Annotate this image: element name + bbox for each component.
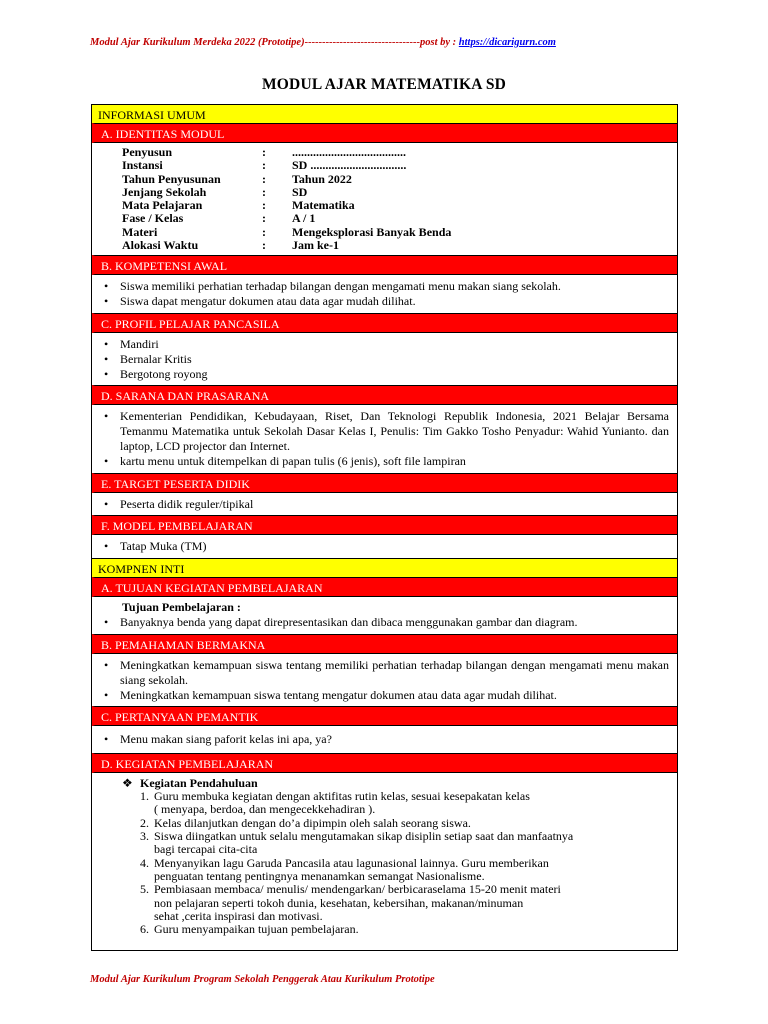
step-number: 1. [140,789,149,804]
kegiatan-step [140,857,669,884]
identitas-key: Jenjang Sekolah [122,184,207,199]
step-line: Siswa diingatkan untuk selalu mengutamakan sikap disiplin setiap saat dan manfaatnya [154,829,574,844]
identitas-table [122,146,451,252]
model-list [92,535,677,558]
identitas-row [122,146,451,159]
page-footer: Modul Ajar Kurikulum Program Sekolah Penggerak Atau Kurikulum Prototipe [90,974,435,985]
list-item: • Kementerian Pendidikan, Kebudayaan, Riset, Dan Teknologi Republik Indonesia, 2021 Belajar Bersama Temanmu Matematika untuk Sekolah Dasar Kelas I, Penulis: Tim Gakko Tosho Penyadur: Wahid Yunianto. dan laptop, LCD projector dan Internet. [120,409,669,453]
pemahaman-list [92,654,677,706]
identitas-row [122,239,451,252]
target-list [92,493,677,516]
tujuan-subheading: Tujuan Pembelajaran : [122,600,241,615]
identitas-key: Mata Pelajaran [122,198,203,213]
step-line: non pelajaran seperti tokoh dunia, kesehatan, kebersihan, makanan/minuman [154,895,524,910]
document-title: MODUL AJAR MATEMATIKA SD [261,76,507,93]
heading-tujuan-kegiatan: A. TUJUAN KEGIATAN PEMBELAJARAN [92,577,677,597]
step-line: ( menyapa, berdoa, dan mengecekkehadiran ). [154,802,376,817]
identitas-separator: : [262,211,266,226]
list-item: • Bergotong royong [120,367,669,382]
identitas-row [122,186,451,199]
kegiatan-body [92,773,677,950]
identitas-row [122,212,451,225]
tujuan-body [92,597,677,635]
model-body [92,535,677,559]
step-number: 3. [140,829,149,844]
identitas-value: A / 1 [292,211,316,226]
identitas-value: Matematika [292,198,355,213]
kompetensi-awal-body [92,275,677,314]
list-item: • Mandiri [120,337,669,352]
list-item: • Banyaknya benda yang dapat direpresentasikan dan dibaca menggunakan gambar dan diagram. [120,615,669,630]
list-item: • Siswa dapat mengatur dokumen atau data agar mudah dilihat. [120,294,669,309]
step-line: Guru membuka kegiatan dengan aktifitas rutin kelas, sesuai kesepakatan kelas [154,789,530,804]
identitas-value: ...................................... [292,145,406,159]
kegiatan-step [140,817,669,830]
kegiatan-steps-list [122,790,669,936]
identitas-key: Materi [122,224,158,239]
sarana-body [92,405,677,473]
step-number: 4. [140,855,149,870]
identitas-separator: : [262,238,266,253]
pemahaman-body [92,654,677,707]
heading-target-peserta: E. TARGET PESERTA DIDIK [92,473,677,493]
profil-body [92,333,677,386]
identitas-separator: : [262,171,266,186]
page-header [90,37,710,48]
identitas-value: Jam ke-1 [292,238,339,253]
identitas-key: Tahun Penyusunan [122,171,221,186]
identitas-separator: : [262,198,266,213]
step-number: 5. [140,882,149,897]
pertanyaan-body [92,726,677,754]
list-item: • Siswa memiliki perhatian terhadap bilangan dengan mengamati menu makan siang sekolah. [120,279,669,294]
diamond-bullet-icon: ❖ [122,776,133,791]
kegiatan-step [140,830,669,857]
heading-kompetensi-awal: B. KOMPETENSI AWAL [92,255,677,275]
kompetensi-awal-list [92,275,677,313]
step-line: Kelas dilanjutkan dengan do’a dipimpin oleh salah seorang siswa. [154,815,471,830]
target-body [92,493,677,517]
identitas-key: Fase / Kelas [122,211,184,226]
heading-kegiatan-pembelajaran: D. KEGIATAN PEMBELAJARAN [92,753,677,773]
list-item: • kartu menu untuk ditempelkan di papan tulis (6 jenis), soft file lampiran [120,454,669,469]
step-number: 6. [140,922,149,937]
identitas-separator: : [262,184,266,199]
identitas-separator: : [262,158,266,173]
identitas-row [122,159,451,172]
identitas-row [122,226,451,239]
step-line: sehat ,cerita inspirasi dan motivasi. [154,908,323,923]
step-line: Pembiasaan membaca/ menulis/ mendengarkan/ berbicaraselama 15-20 menit materi [154,882,561,897]
header-text: Modul Ajar Kurikulum Merdeka 2022 (Prototipe)---------------------------------post by : [90,37,457,48]
identitas-row [122,199,451,212]
identitas-key: Penyusun [122,145,173,159]
section-informasi-umum: INFORMASI UMUM [92,104,677,124]
kegiatan-pendahuluan-label: Kegiatan Pendahuluan [140,776,258,791]
heading-pemahaman-bermakna: B. PEMAHAMAN BERMAKNA [92,634,677,654]
kegiatan-step [140,790,669,817]
identitas-body [92,143,677,256]
identitas-key: Instansi [122,158,163,173]
sarana-list [92,405,677,472]
identitas-separator: : [262,145,266,159]
step-line: bagi tercapai cita-cita [154,842,258,857]
identitas-value: Mengeksplorasi Banyak Benda [292,224,452,239]
section-komponen-inti: KOMPNEN INTI [92,558,677,578]
list-item: • Bernalar Kritis [120,352,669,367]
list-item: • Menu makan siang paforit kelas ini apa, ya? [120,732,669,747]
heading-pertanyaan-pemantik: C. PERTANYAAN PEMANTIK [92,706,677,726]
identitas-value: Tahun 2022 [292,171,352,186]
kegiatan-step [140,923,669,936]
profil-list [92,333,677,385]
identitas-key: Alokasi Waktu [122,238,199,253]
module-table [91,104,678,951]
heading-profil-pelajar: C. PROFIL PELAJAR PANCASILA [92,313,677,333]
step-number: 2. [140,815,149,830]
list-item: • Peserta didik reguler/tipikal [120,497,669,512]
identitas-separator: : [262,224,266,239]
list-item: • Meningkatkan kemampuan siswa tentang mengatur dokumen atau data agar mudah dilihat. [120,688,669,703]
tujuan-list [92,614,677,634]
list-item: • Tatap Muka (TM) [120,539,669,554]
list-item: • Meningkatkan kemampuan siswa tentang memiliki perhatian terhadap bilangan dengan mengamati menu makan siang sekolah. [120,658,669,688]
step-line: penguatan tentang pentingnya menanamkan semangat Nasionalisme. [154,868,485,883]
header-link[interactable]: https://dicarigurn.com [458,37,556,48]
heading-sarana-prasarana: D. SARANA DAN PRASARANA [92,385,677,405]
identitas-row [122,173,451,186]
step-line: Menyanyikan lagu Garuda Pancasila atau lagunasional lainnya. Guru memberikan [154,855,549,870]
pertanyaan-list [92,726,677,753]
identitas-value: SD ................................ [292,158,407,173]
heading-model-pembelajaran: F. MODEL PEMBELAJARAN [92,515,677,535]
heading-identitas-modul: A. IDENTITAS MODUL [92,123,677,143]
kegiatan-step [140,883,669,923]
identitas-value: SD [292,184,308,199]
step-line: Guru menyampaikan tujuan pembelajaran. [154,922,359,937]
